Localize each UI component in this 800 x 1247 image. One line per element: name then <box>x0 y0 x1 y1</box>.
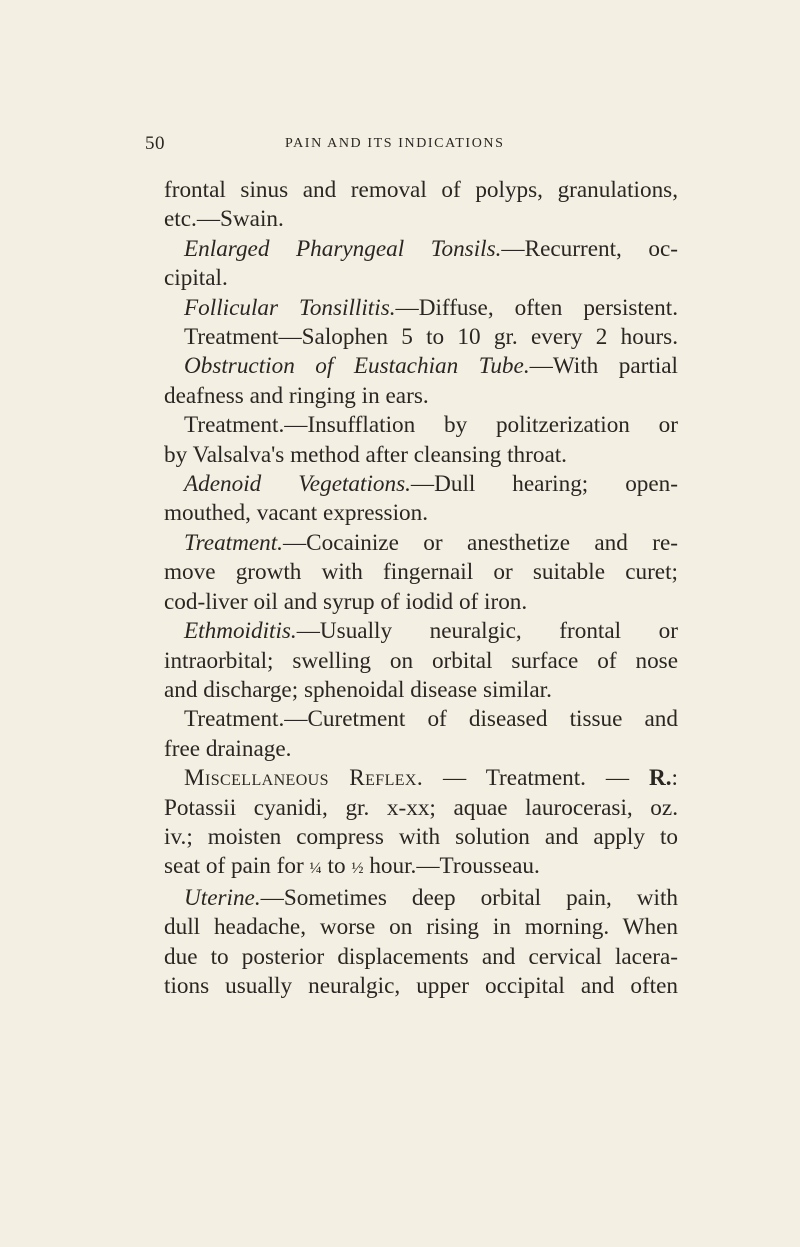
text-line: and discharge; sphenoidal disease similar. <box>164 676 552 703</box>
section-title: Follicular Tonsillitis. <box>184 294 396 321</box>
text-run: —Usually neuralgic, frontal or <box>296 618 678 645</box>
body-text <box>164 176 678 1001</box>
section-ethmoiditis <box>164 617 678 646</box>
text-line: deafness and ringing in ears. <box>164 382 429 409</box>
text-line: due to posterior displacements and cervical lacera- <box>164 943 678 970</box>
text-run: —With partial <box>529 353 678 380</box>
text-line: by Valsalva's method after cleansing throat. <box>164 441 567 468</box>
text-line: cipital. <box>164 265 228 292</box>
section-title: Treatment. <box>184 529 283 556</box>
text-line: dull headache, worse on rising in morning. When <box>164 914 678 941</box>
running-title: PAIN AND ITS INDICATIONS <box>285 136 505 151</box>
text-line: move growth with fingernail or suitable curet; <box>164 559 678 586</box>
section-miscellaneous-reflex <box>164 764 678 793</box>
text-line: frontal sinus and removal of polyps, granulations, <box>164 177 678 203</box>
section-title: Obstruction of Eustachian Tube. <box>184 353 530 380</box>
text-line: Potassii cyanidi, gr. x-xx; aquae laurocerasi, oz. <box>164 794 678 821</box>
text-line: tions usually neuralgic, upper occipital and often <box>164 972 678 999</box>
section-adenoid-vegetations <box>164 470 678 499</box>
section-title: Miscellaneous Reflex. <box>184 765 424 792</box>
text-line: intraorbital; swelling on orbital surface of nose <box>164 647 678 674</box>
fraction-half: ½ <box>351 859 364 878</box>
text-run: hour.—Trousseau. <box>363 853 540 880</box>
text-line: etc.—Swain. <box>164 206 284 233</box>
text-run: seat of pain for <box>164 853 310 880</box>
section-title: Enlarged Pharyngeal Tonsils. <box>184 235 502 262</box>
section-enlarged-pharyngeal-tonsils <box>164 235 678 264</box>
section-treatment <box>164 529 678 558</box>
text-line: free drainage. <box>164 735 292 762</box>
text-run: —Sometimes deep orbital pain, with <box>260 884 678 911</box>
text-run: — Treatment. — <box>423 765 649 792</box>
text-run: : <box>671 765 678 792</box>
text-line: iv.; moisten compress with solution and apply to <box>164 823 678 850</box>
text-line: cod-liver oil and syrup of iodid of iron. <box>164 588 528 615</box>
text-line: mouthed, vacant expression. <box>164 500 429 527</box>
section-uterine <box>164 884 678 913</box>
section-title: Adenoid Vegetations. <box>184 471 411 498</box>
recipe-symbol: R. <box>649 765 672 792</box>
text-line: Treatment.—Curetment of diseased tissue and <box>184 706 678 733</box>
text-line: Treatment—Salophen 5 to 10 gr. every 2 hours. <box>184 324 678 351</box>
text-run: to <box>321 853 352 880</box>
section-title: Ethmoiditis. <box>184 618 297 645</box>
section-obstruction-eustachian-tube <box>164 352 678 381</box>
page-header <box>145 133 665 163</box>
text-run: —Diffuse, often persistent. <box>395 294 678 321</box>
fraction-quarter: ¼ <box>309 859 322 878</box>
text-line: Treatment.—Insufflation by politzerization or <box>184 412 678 439</box>
text-run: —Cocainize or anesthetize and re- <box>282 529 678 556</box>
text-line <box>164 852 678 883</box>
text-run: —Recurrent, oc- <box>501 235 678 262</box>
section-title: Uterine. <box>184 884 261 911</box>
page-number: 50 <box>145 133 165 154</box>
text-run: —Dull hearing; open- <box>410 471 678 498</box>
section-follicular-tonsillitis <box>164 294 678 323</box>
